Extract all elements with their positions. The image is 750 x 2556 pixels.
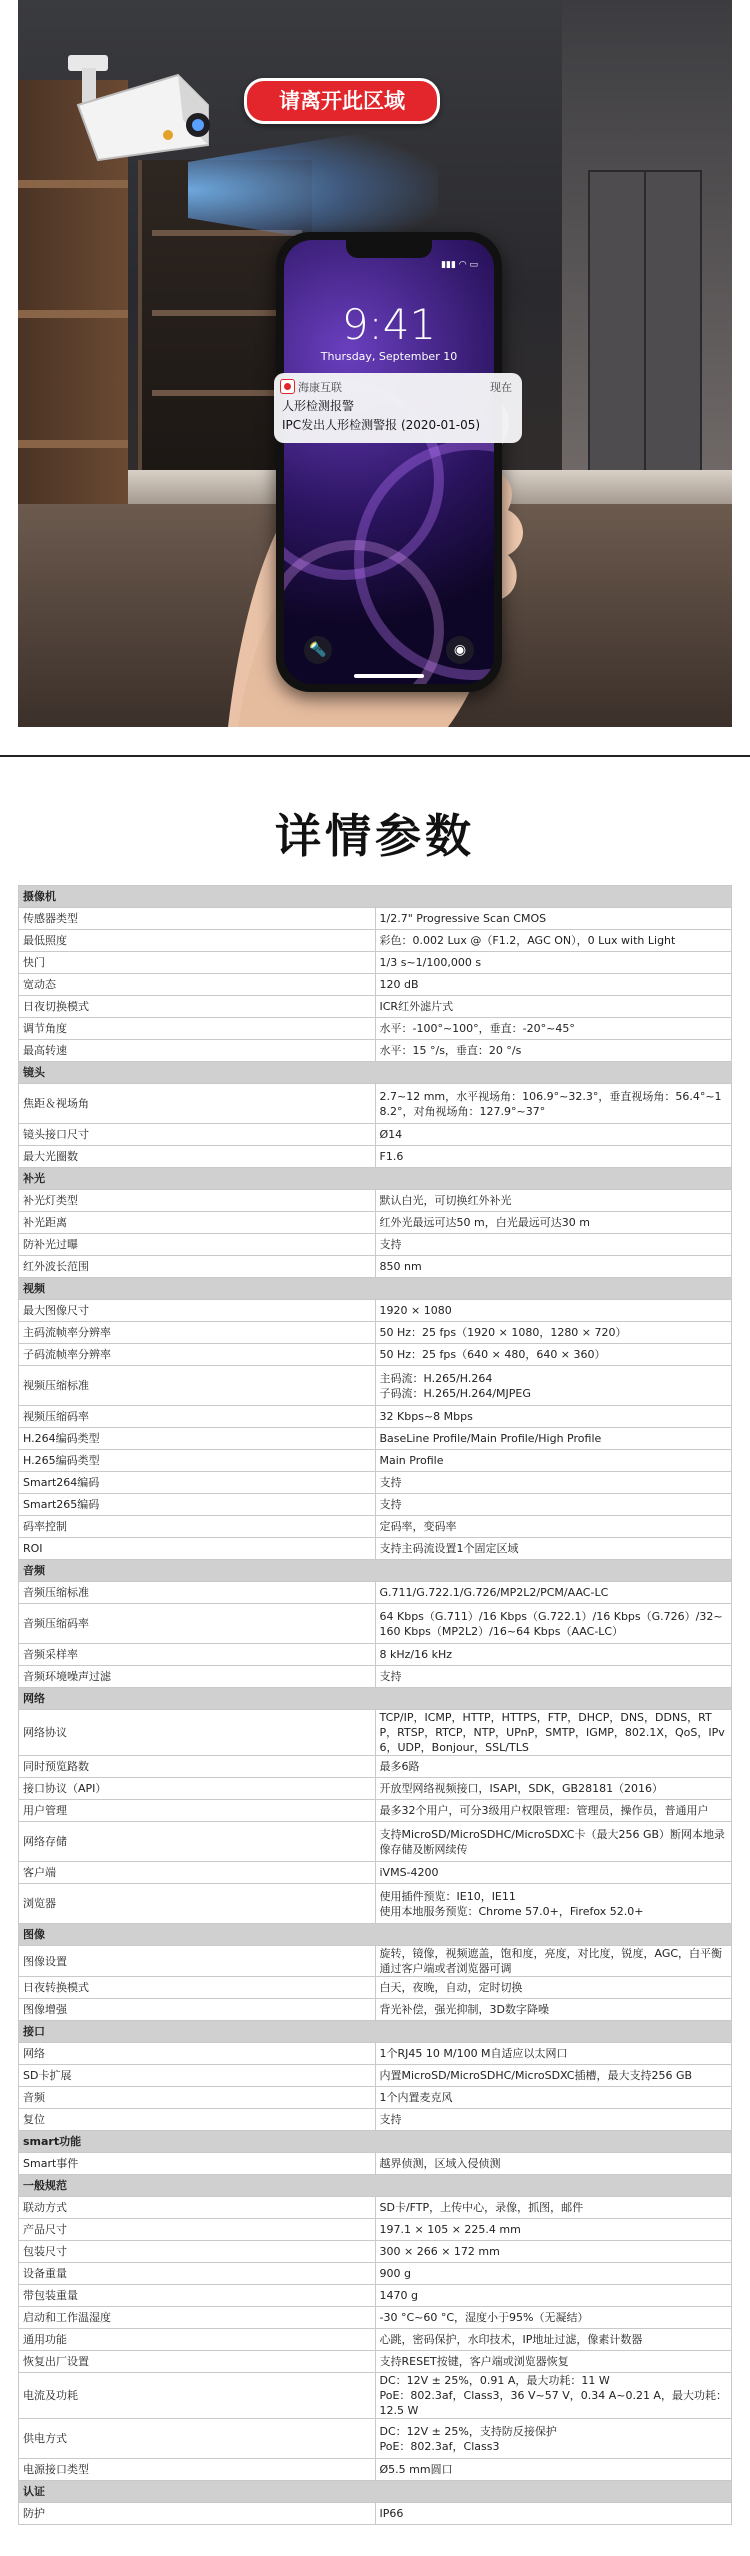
spec-row [19, 1494, 732, 1516]
spec-row [19, 2285, 732, 2307]
spec-label: 最低照度 [19, 930, 376, 952]
spec-value [375, 2459, 732, 2481]
spec-label: 快门 [19, 952, 376, 974]
spec-label: 包装尺寸 [19, 2241, 376, 2263]
spec-value [375, 1604, 732, 1644]
spec-value [375, 1977, 732, 1999]
spec-row [19, 2087, 732, 2109]
spec-value-line: 水平：15 °/s，垂直：20 °/s [379, 1044, 522, 1057]
spec-value-line: 支持MicroSD/MicroSDHC/MicroSDXC卡（最大256 GB）断网本地录像存储及断网续传 [379, 1827, 726, 1856]
spec-label: 复位 [19, 2109, 376, 2131]
spec-row [19, 1538, 732, 1560]
section-divider [0, 755, 750, 757]
spec-value [375, 2043, 732, 2065]
spec-row [19, 2419, 732, 2459]
spec-value [375, 908, 732, 930]
spec-label: 恢复出厂设置 [19, 2351, 376, 2373]
spec-value-line: 900 g [379, 2267, 411, 2280]
spec-row [19, 2373, 732, 2419]
spec-value [375, 2503, 732, 2525]
phone-screen [284, 240, 494, 684]
spec-section-header [19, 886, 732, 908]
spec-value [375, 1472, 732, 1494]
spec-row [19, 1999, 732, 2021]
spec-value-line: F1.6 [379, 1150, 404, 1163]
spec-label: 传感器类型 [19, 908, 376, 930]
spec-value-line: 支持 [379, 1476, 402, 1489]
spec-value [375, 1450, 732, 1472]
spec-value-line: 子码流：H.265/H.264/MJPEG [379, 1386, 531, 1400]
spec-value [375, 1146, 732, 1168]
spec-label: 补光距离 [19, 1212, 376, 1234]
spec-label: 启动和工作温湿度 [19, 2307, 376, 2329]
spec-section-header [19, 2131, 732, 2153]
spec-value [375, 2285, 732, 2307]
spec-row [19, 1450, 732, 1472]
spec-value-line: 旋转，镜像，视频遮盖，饱和度，亮度，对比度，锐度，AGC，白平衡通过客户端或者浏览器可调 [379, 1947, 723, 1975]
spec-row [19, 1256, 732, 1278]
spec-row [19, 1516, 732, 1538]
spec-label: 联动方式 [19, 2197, 376, 2219]
spec-value [375, 2065, 732, 2087]
spec-label: ROI [19, 1538, 376, 1560]
spec-value-line: 1个内置麦克风 [379, 2091, 453, 2104]
spec-section-title: 接口 [19, 2021, 732, 2043]
warning-banner: 请离开此区域 [244, 78, 440, 124]
spec-label: 音频环境噪声过滤 [19, 1666, 376, 1688]
spec-row [19, 1040, 732, 1062]
spec-row [19, 2241, 732, 2263]
spec-label: 主码流帧率分辨率 [19, 1322, 376, 1344]
spec-row [19, 2351, 732, 2373]
spec-row [19, 2459, 732, 2481]
spec-label: 网络存储 [19, 1822, 376, 1862]
spec-value-line: G.711/G.722.1/G.726/MP2L2/PCM/AAC-LC [379, 1586, 609, 1599]
spec-section-header [19, 2021, 732, 2043]
spec-value-line: Ø5.5 mm圆口 [379, 2463, 453, 2476]
spec-value [375, 2307, 732, 2329]
spec-value-line: 8 kHz/16 kHz [379, 1648, 453, 1661]
spec-label: 音频采样率 [19, 1644, 376, 1666]
spec-value [375, 996, 732, 1018]
spec-row [19, 1946, 732, 1977]
spec-row [19, 1018, 732, 1040]
spec-value [375, 2351, 732, 2373]
spec-table [18, 885, 732, 2525]
spec-row [19, 2219, 732, 2241]
spec-label: 子码流帧率分辨率 [19, 1344, 376, 1366]
spec-value-line: DC：12V ± 25%，支持防反接保护 [379, 2424, 557, 2438]
spec-row [19, 2263, 732, 2285]
spec-row [19, 1084, 732, 1124]
spec-value [375, 930, 732, 952]
spec-value-line: 50 Hz：25 fps（1920 × 1080，1280 × 720） [379, 1326, 627, 1339]
spec-row [19, 1366, 732, 1406]
spec-label: 防补光过曝 [19, 1234, 376, 1256]
spec-value-line: 64 Kbps（G.711）/16 Kbps（G.722.1）/16 Kbps（G.726）/32~160 Kbps（MP2L2）/16~64 Kbps（AAC-LC） [379, 1609, 723, 1638]
spec-value-line: IP66 [379, 2507, 404, 2520]
spec-value-line: 定码率，变码率 [379, 1520, 457, 1533]
home-indicator[interactable] [354, 674, 424, 678]
spec-value [375, 2241, 732, 2263]
spec-value-line: ICR红外滤片式 [379, 1000, 454, 1013]
spec-value-line: 850 nm [379, 1260, 422, 1273]
spec-value [375, 2373, 732, 2419]
spec-label: 浏览器 [19, 1884, 376, 1924]
spec-value-line: 支持 [379, 1498, 402, 1511]
spec-value-line: 支持主码流设置1个固定区域 [379, 1542, 519, 1555]
spec-value [375, 1322, 732, 1344]
spec-value [375, 1710, 732, 1756]
spec-row [19, 1822, 732, 1862]
spec-section-title: smart功能 [19, 2131, 732, 2153]
spec-value [375, 1800, 732, 1822]
spec-row [19, 908, 732, 930]
spec-section-header [19, 2175, 732, 2197]
spec-row [19, 974, 732, 996]
spec-section-header [19, 1560, 732, 1582]
spec-value-line: PoE：802.3af，Class3 [379, 2439, 500, 2453]
spec-value-line: 背光补偿，强光抑制，3D数字降噪 [379, 2003, 549, 2016]
spec-section-title: 补光 [19, 1168, 732, 1190]
spec-value [375, 1644, 732, 1666]
spec-label: 日夜切换模式 [19, 996, 376, 1018]
app-logo-icon [280, 379, 295, 394]
spec-row [19, 1884, 732, 1924]
spec-section-title: 视频 [19, 1278, 732, 1300]
spec-value [375, 1406, 732, 1428]
spec-label: 视频压缩标准 [19, 1366, 376, 1406]
spec-value [375, 1494, 732, 1516]
spec-section-title: 摄像机 [19, 886, 732, 908]
spec-row [19, 1666, 732, 1688]
spec-label: 日夜转换模式 [19, 1977, 376, 1999]
spec-value [375, 1666, 732, 1688]
hero-banner-image [18, 0, 732, 727]
spec-value-line: Ø14 [379, 1128, 403, 1141]
spec-value [375, 2219, 732, 2241]
spec-value-line: 红外光最远可达50 m，白光最远可达30 m [379, 1216, 590, 1229]
spec-row [19, 1212, 732, 1234]
spec-value-line: 白天，夜晚，自动，定时切换 [379, 1981, 523, 1994]
spec-row [19, 1778, 732, 1800]
lock-screen-clock: 9:41 [341, 300, 437, 349]
spec-label: 图像设置 [19, 1946, 376, 1977]
spec-section-title: 一般规范 [19, 2175, 732, 2197]
spec-value [375, 1756, 732, 1778]
spec-value [375, 2153, 732, 2175]
spec-label: SD卡扩展 [19, 2065, 376, 2087]
spec-row [19, 2043, 732, 2065]
spec-value [375, 2419, 732, 2459]
spec-label: 产品尺寸 [19, 2219, 376, 2241]
spec-row [19, 1406, 732, 1428]
spec-row [19, 1124, 732, 1146]
spec-label: 码率控制 [19, 1516, 376, 1538]
spec-label: 通用功能 [19, 2329, 376, 2351]
spec-row [19, 1190, 732, 1212]
spec-value-line: 支持 [379, 1670, 402, 1683]
spec-value-line: 32 Kbps~8 Mbps [379, 1410, 473, 1423]
spec-row [19, 996, 732, 1018]
spec-value [375, 1366, 732, 1406]
spec-value [375, 1582, 732, 1604]
spec-section-header [19, 2481, 732, 2503]
spec-value-line: 120 dB [379, 978, 419, 991]
spec-value-line: 支持 [379, 2113, 402, 2126]
spec-label: H.264编码类型 [19, 1428, 376, 1450]
spec-row [19, 1472, 732, 1494]
spec-label: 网络 [19, 2043, 376, 2065]
camera-icon[interactable]: ◉ [446, 636, 474, 664]
spec-row [19, 2307, 732, 2329]
spec-value-line: 彩色：0.002 Lux @（F1.2，AGC ON），0 Lux with Light [379, 934, 676, 947]
spec-row [19, 1146, 732, 1168]
spec-label: 网络协议 [19, 1710, 376, 1756]
spec-value [375, 1256, 732, 1278]
spec-row [19, 2109, 732, 2131]
smartphone [276, 232, 502, 692]
spec-row [19, 2503, 732, 2525]
spec-value [375, 1018, 732, 1040]
spec-section-title: 网络 [19, 1688, 732, 1710]
spec-label: 最大图像尺寸 [19, 1300, 376, 1322]
spec-row [19, 1710, 732, 1756]
spec-label: 红外波长范围 [19, 1256, 376, 1278]
spec-value-line: 水平：-100°~100°，垂直：-20°~45° [379, 1022, 575, 1035]
spec-label: 同时预览路数 [19, 1756, 376, 1778]
spec-label: 电源接口类型 [19, 2459, 376, 2481]
notification-body: IPC发出人形检测警报 (2020-01-05) [282, 418, 481, 432]
spec-label: 最大光圈数 [19, 1146, 376, 1168]
spec-label: Smart264编码 [19, 1472, 376, 1494]
spec-value-line: 300 × 266 × 172 mm [379, 2245, 500, 2258]
spec-value [375, 1190, 732, 1212]
spec-value [375, 1344, 732, 1366]
spec-value-line: 主码流：H.265/H.264 [379, 1371, 493, 1385]
spec-label: 音频压缩标准 [19, 1582, 376, 1604]
spec-value-line: 开放型网络视频接口，ISAPI，SDK，GB28181（2016） [379, 1782, 664, 1795]
spec-value [375, 1822, 732, 1862]
spec-value [375, 1234, 732, 1256]
spec-label: 补光灯类型 [19, 1190, 376, 1212]
spec-value-line: 1/2.7" Progressive Scan CMOS [379, 912, 547, 925]
spec-value [375, 1124, 732, 1146]
security-camera-icon [58, 50, 228, 170]
spec-section-header [19, 1062, 732, 1084]
spec-value [375, 1862, 732, 1884]
spec-value [375, 2197, 732, 2219]
spec-label: 电流及功耗 [19, 2373, 376, 2419]
spec-value-line: 最多6路 [379, 1760, 420, 1773]
spec-value [375, 2109, 732, 2131]
spec-value-line: PoE：802.3af，Class3，36 V~57 V，0.34 A~0.21 A，最大功耗：12.5 W [379, 2389, 727, 2417]
spec-label: 设备重量 [19, 2263, 376, 2285]
spec-section-header [19, 1278, 732, 1300]
spec-value [375, 1884, 732, 1924]
spec-row [19, 1604, 732, 1644]
spec-value-line: 2.7~12 mm，水平视场角：106.9°~32.3°，垂直视场角：56.4°~18.2°，对角视场角：127.9°~37° [379, 1089, 722, 1118]
phone-notch [346, 240, 432, 258]
cabinet-doors [588, 170, 702, 474]
spec-value [375, 1040, 732, 1062]
spec-value [375, 1946, 732, 1977]
spec-value-line: 使用插件预览：IE10，IE11 [379, 1889, 516, 1903]
spec-value [375, 1516, 732, 1538]
spec-value [375, 1212, 732, 1234]
flashlight-icon[interactable]: 🔦 [304, 636, 332, 664]
spec-label: 宽动态 [19, 974, 376, 996]
push-notification[interactable] [274, 373, 522, 443]
spec-value-line: 支持 [379, 1238, 402, 1251]
spec-value-line: 心跳，密码保护，水印技术，IP地址过滤，像素计数器 [379, 2333, 643, 2346]
spec-row [19, 2197, 732, 2219]
notification-title: 人形检测报警 [282, 399, 355, 413]
lock-screen-date: Thursday, September 10 [320, 350, 458, 363]
spec-row [19, 2153, 732, 2175]
spec-label: 调节角度 [19, 1018, 376, 1040]
spec-label: 接口协议（API） [19, 1778, 376, 1800]
spec-section-header [19, 1688, 732, 1710]
spec-value-line: 1920 × 1080 [379, 1304, 452, 1317]
status-bar-icons: ▮▮▮ ◠ ▭ [441, 260, 478, 270]
spec-row [19, 1756, 732, 1778]
spec-section-title: 镜头 [19, 1062, 732, 1084]
spec-label: 最高转速 [19, 1040, 376, 1062]
page-title: 详情参数 [275, 809, 475, 863]
spec-value-line: SD卡/FTP，上传中心，录像，抓图，邮件 [379, 2201, 584, 2214]
spec-row [19, 1977, 732, 1999]
spec-value [375, 2329, 732, 2351]
spec-value-line: 1/3 s~1/100,000 s [379, 956, 482, 969]
spec-label: 供电方式 [19, 2419, 376, 2459]
spec-row [19, 1322, 732, 1344]
spec-label: Smart265编码 [19, 1494, 376, 1516]
spec-row [19, 2065, 732, 2087]
spec-label: 视频压缩码率 [19, 1406, 376, 1428]
spec-value-line: BaseLine Profile/Main Profile/High Profile [379, 1432, 602, 1445]
spec-label: 镜头接口尺寸 [19, 1124, 376, 1146]
notification-time: 现在 [490, 381, 512, 394]
spec-row [19, 1644, 732, 1666]
spec-row [19, 1428, 732, 1450]
spec-value-line: 默认白光，可切换红外补光 [379, 1194, 512, 1207]
spec-value-line: 内置MicroSD/MicroSDHC/MicroSDXC插槽，最大支持256 GB [379, 2069, 693, 2082]
spec-value [375, 2263, 732, 2285]
spec-value-line: 越界侦测，区域入侵侦测 [379, 2157, 501, 2170]
spec-label: 音频压缩码率 [19, 1604, 376, 1644]
spec-value-line: 最多32个用户，可分3级用户权限管理：管理员，操作员，普通用户 [379, 1804, 709, 1817]
spec-label: 客户端 [19, 1862, 376, 1884]
spec-value [375, 1428, 732, 1450]
spec-value [375, 2087, 732, 2109]
spec-value-line: TCP/IP，ICMP，HTTP，HTTPS，FTP，DHCP，DNS，DDNS，RTP，RTSP，RTCP，NTP，UPnP，SMTP，IGMP，802.1X，QoS，IPv6，UDP，Bonjour，SSL/TLS [379, 1711, 725, 1754]
spec-section-title: 图像 [19, 1924, 732, 1946]
spec-row [19, 1344, 732, 1366]
spec-row [19, 1234, 732, 1256]
spec-label: 带包装重量 [19, 2285, 376, 2307]
spec-value [375, 952, 732, 974]
spec-value [375, 1999, 732, 2021]
spec-value [375, 1538, 732, 1560]
spec-row [19, 1862, 732, 1884]
spec-row [19, 930, 732, 952]
spec-value-line: Main Profile [379, 1454, 444, 1467]
spec-label: 防护 [19, 2503, 376, 2525]
spec-value-line: -30 °C~60 °C，湿度小于95%（无凝结） [379, 2311, 589, 2324]
spec-label: H.265编码类型 [19, 1450, 376, 1472]
spec-value-line: 使用本地服务预览：Chrome 57.0+，Firefox 52.0+ [379, 1904, 644, 1918]
spec-row [19, 2329, 732, 2351]
spec-value [375, 974, 732, 996]
spec-label: 图像增强 [19, 1999, 376, 2021]
spec-row [19, 952, 732, 974]
spec-value [375, 1300, 732, 1322]
spec-section-header [19, 1168, 732, 1190]
spec-label: 用户管理 [19, 1800, 376, 1822]
spec-value-line: 1470 g [379, 2289, 418, 2302]
spec-section-title: 认证 [19, 2481, 732, 2503]
spec-row [19, 1582, 732, 1604]
spec-row [19, 1800, 732, 1822]
spec-label: 焦距＆视场角 [19, 1084, 376, 1124]
spec-value-line: 197.1 × 105 × 225.4 mm [379, 2223, 521, 2236]
spec-value [375, 1084, 732, 1124]
spec-value-line: iVMS-4200 [379, 1866, 439, 1879]
spec-section-title: 音频 [19, 1560, 732, 1582]
notification-app-name: 海康互联 [298, 381, 342, 394]
spec-value-line: 1个RJ45 10 M/100 M自适应以太网口 [379, 2047, 568, 2060]
spec-section-header [19, 1924, 732, 1946]
spec-value-line: DC：12V ± 25%，0.91 A，最大功耗：11 W [379, 2374, 610, 2387]
spec-value-line: 支持RESET按键，客户端或浏览器恢复 [379, 2355, 569, 2368]
spec-value [375, 1778, 732, 1800]
spec-label: Smart事件 [19, 2153, 376, 2175]
spec-label: 音频 [19, 2087, 376, 2109]
spec-value-line: 50 Hz：25 fps（640 × 480，640 × 360） [379, 1348, 606, 1361]
spec-row [19, 1300, 732, 1322]
